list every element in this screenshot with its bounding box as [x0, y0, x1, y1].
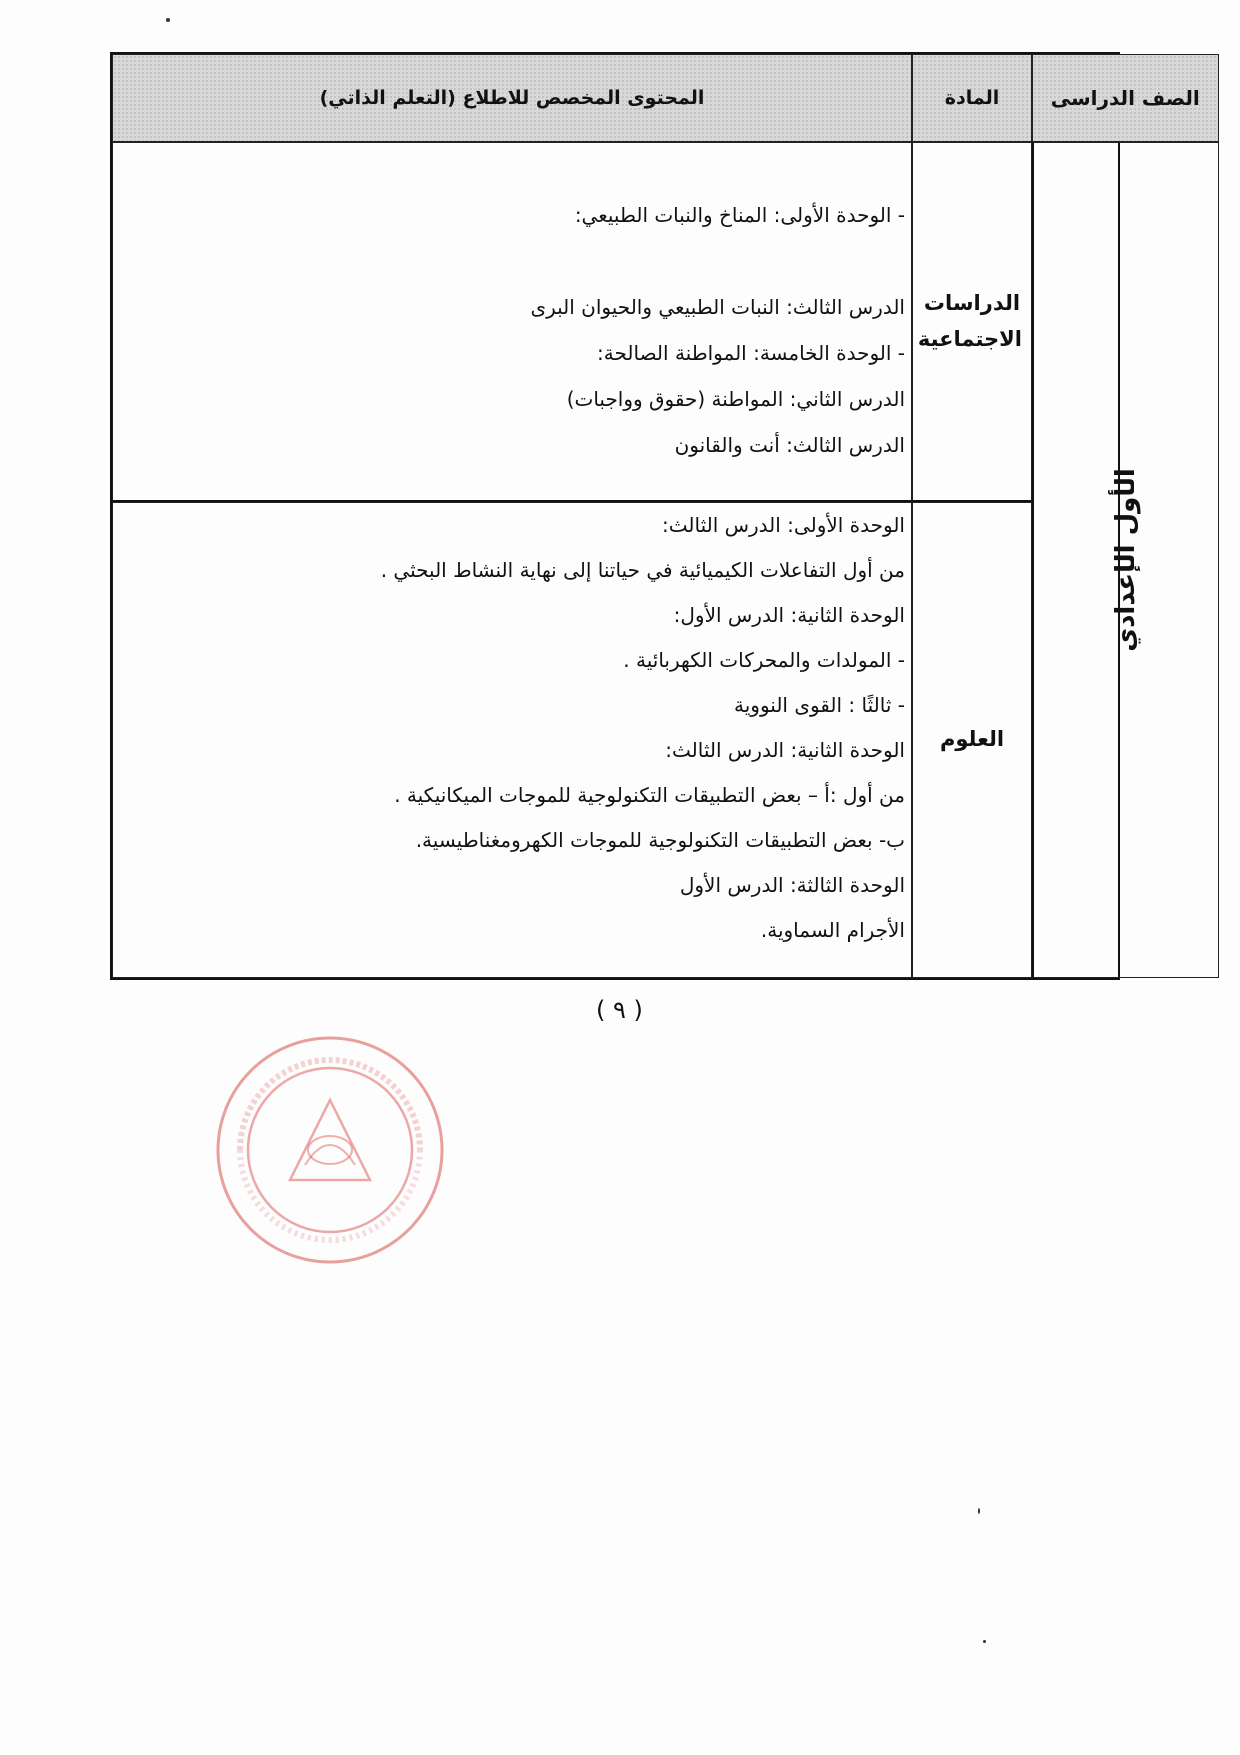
content-line: - الوحدة الأولى: المناخ والنبات الطبيعي: — [574, 203, 905, 227]
grade-cell — [1032, 142, 1219, 978]
content-line: الوحدة الثانية: الدرس الثالث: — [665, 738, 905, 762]
content-line: من أول :أ – بعض التطبيقات التكنولوجية للموجات الميكانيكية . — [394, 783, 905, 807]
subject-social-studies — [912, 142, 1032, 502]
science-content — [112, 502, 912, 978]
subject-column — [912, 142, 1032, 978]
header-content — [112, 54, 912, 142]
header-content-label: المحتوى المخصص للاطلاع (التعلم الذاتي) — [319, 86, 705, 109]
content-line: الأجرام السماوية. — [760, 918, 905, 942]
content-line: - الوحدة الخامسة: المواطنة الصالحة: — [597, 341, 905, 365]
grade-label: الأول الإعدادي — [1110, 468, 1141, 652]
content-line: الوحدة الأولى: الدرس الثالث: — [662, 513, 905, 537]
subject-science — [912, 502, 1032, 978]
page-number: ( ٩ ) — [596, 996, 643, 1024]
header-subject — [912, 54, 1032, 142]
content-line: الدرس الثالث: النبات الطبيعي والحيوان البرى — [530, 295, 905, 319]
header-grade-label: الصف الدراسى — [1050, 86, 1200, 110]
subject-label: الدراسات الاجتماعية — [917, 290, 1022, 351]
header-grade — [1032, 54, 1219, 142]
content-column — [112, 142, 912, 978]
content-line: الوحدة الثانية: الدرس الأول: — [673, 603, 905, 627]
official-stamp — [210, 1030, 450, 1270]
scan-speck — [166, 18, 170, 22]
content-line: الدرس الثالث: أنت والقانون — [674, 433, 905, 457]
content-line: الوحدة الثالثة: الدرس الأول — [679, 873, 905, 897]
subject-label: العلوم — [939, 727, 1005, 752]
header-subject-label: المادة — [944, 86, 1000, 109]
scan-speck — [983, 1640, 986, 1643]
content-line: - ثالثًا : القوى النووية — [734, 693, 905, 717]
content-line: - المولدات والمحركات الكهربائية . — [623, 648, 905, 672]
curriculum-table — [110, 52, 1200, 980]
content-line: الدرس الثاني: المواطنة (حقوق وواجبات) — [566, 387, 905, 411]
social-studies-content — [112, 142, 912, 502]
content-line: من أول التفاعلات الكيميائية في حياتنا إلى نهاية النشاط البحثي . — [380, 558, 905, 582]
scan-speck — [978, 1508, 980, 1514]
content-line: ب- بعض التطبيقات التكنولوجية للموجات الكهرومغناطيسية. — [415, 828, 905, 852]
